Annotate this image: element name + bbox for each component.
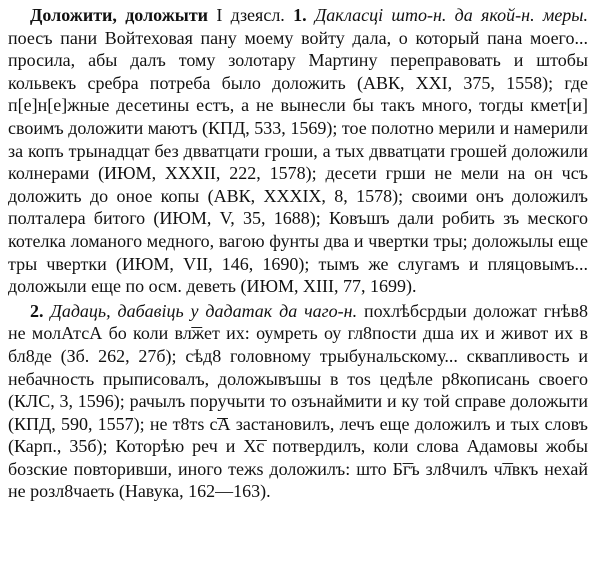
sense-1-number: 1. (293, 5, 307, 25)
entry-headword: Доложити, доложыти (30, 5, 209, 25)
entry-sense-2 (8, 300, 588, 503)
sense-2-text: похлѣбсрдыи доложат гнѣв8 не молАтсА бо коли вл͞жет их: оумреть оу гл8пости дша их и живот их в бл8де (Зб. 262, 27б); сѣд8 головному трыбунальскому... сквапливость и небачность прыписовалъ, доложывъшы в тоѕ цедѣле р8кописань своего (КЛС, 3, 1596); рачылъ поручыти то озънаймити и ку той справе доложыти (КПД, 590, 1557); не т8тѕ с͞А застановилъ, лечъ еще доложилъ и тых словъ (Карп., 35б); Которѣю реч и Х͞с потвердилъ, коли слова Адамовы жобы бозские повторивши, иного тежѕ доложилъ: што Б͞гъ зл8чилъ ч͞лвкъ нехай не розл8чаеть (Навука, 162—163). (8, 300, 589, 502)
sense-2-number: 2. (30, 300, 44, 321)
entry-grammar: I дзеясл. (216, 5, 285, 25)
sense-1-text: поесъ пани Войтеховая пану моему войту дала, о который пана моего... просила, абы далъ тому золотару Мартину переправовать и штобы кольвекъ сребра потреба было доложить (АВК, XXI, 375, 1558); где п[е]н[е]жные десетины естъ, а не вынесли бы такъ много, тогды кмет[и] своимъ доложити маютъ (КПД, 533, 1569); тое полотно мерили и намерили за копъ трынадцат без двватцати гроши, а тых двватцати грошей доложили колнерами (ИЮМ, XXXII, 222, 1578); десети грши не мели на он чсъ доложить до оное копы (АВК, XXXIX, 8, 1578); своими онъ доложилъ полталера битого (ИЮМ, V, 35, 1688); Ковъшъ дали робить зъ меского котелка ломаного медного, вагою фунты два и чвертки тры; доложылы еще тры чвертки (ИЮМ, VII, 146, 1690); тымъ же слугамъ и пляцовымъ... доложыли еще по осм. деветь (ИЮМ, XIII, 77, 1699). (8, 27, 588, 297)
entry-sense-1 (8, 4, 588, 298)
sense-2-gloss: Дадаць, дабавіць у дадатак да чаго-н. (50, 300, 358, 321)
sense-1-gloss: Дакласці што-н. да якой-н. меры. (314, 5, 588, 25)
dictionary-entry (8, 4, 588, 503)
